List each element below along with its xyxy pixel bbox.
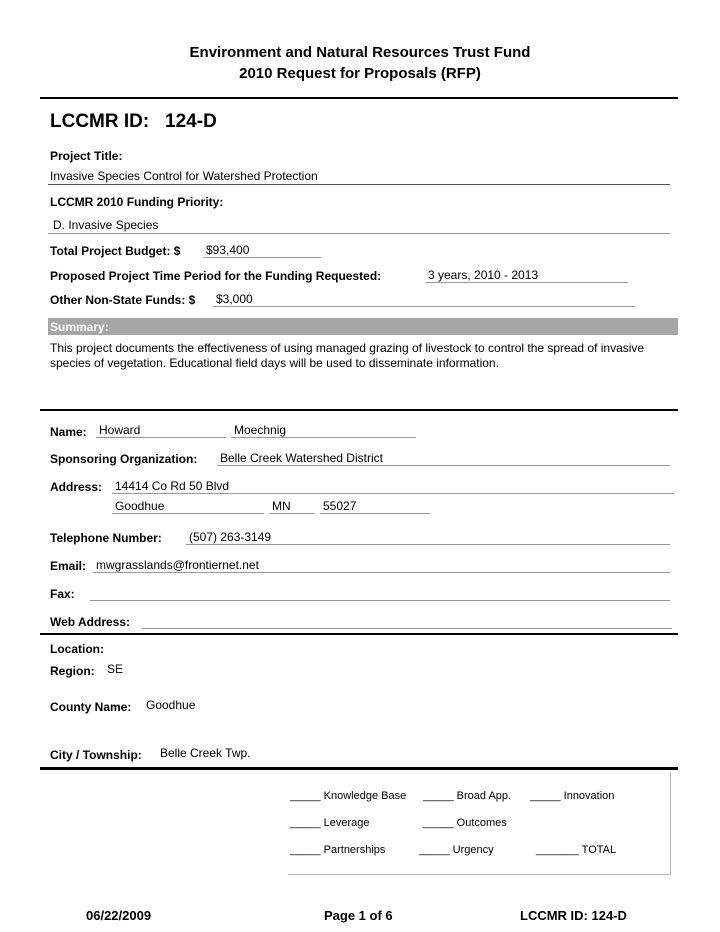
non-state-funds-field[interactable]: $3,000 <box>213 292 635 307</box>
state-field[interactable]: MN <box>269 499 315 514</box>
county-label: County Name: <box>50 700 132 714</box>
score-broad-app: _____ Broad App. <box>423 790 512 802</box>
sponsoring-org-label: Sponsoring Organization: <box>50 452 198 466</box>
score-partnerships: _____ Partnerships <box>290 844 386 856</box>
project-title-label: Project Title: <box>50 149 123 163</box>
email-field[interactable]: mwgrasslands@frontiernet.net <box>93 558 670 573</box>
email-label: Email: <box>50 559 87 573</box>
county-value[interactable]: Goodhue <box>146 698 196 712</box>
non-state-funds-label: Other Non-State Funds: $ <box>50 293 196 307</box>
sponsoring-org-field[interactable]: Belle Creek Watershed District <box>217 451 670 466</box>
funding-priority-underline <box>48 233 670 234</box>
time-period-label: Proposed Project Time Period for the Funding Requested: <box>50 269 382 283</box>
street-field[interactable]: 14414 Co Rd 50 Blvd <box>112 479 674 494</box>
telephone-label: Telephone Number: <box>50 531 162 545</box>
project-title-value[interactable]: Invasive Species Control for Watershed Protection <box>50 169 318 183</box>
summary-text[interactable]: This project documents the effectiveness of using managed grazing of livestock to control the spread of invasive species of vegetation. Educational field days will be used to disseminate information. <box>50 341 645 370</box>
telephone-field[interactable]: (507) 263-3149 <box>186 530 670 545</box>
fax-field[interactable] <box>90 586 670 601</box>
city-township-label: City / Township: <box>50 748 142 762</box>
name-label: Name: <box>50 425 87 439</box>
footer-lccmr-id: LCCMR ID: 124-D <box>520 908 627 923</box>
fax-label: Fax: <box>50 587 75 601</box>
summary-label: Summary: <box>50 320 109 334</box>
score-knowledge-base: _____ Knowledge Base <box>290 790 407 802</box>
web-address-label: Web Address: <box>50 615 131 629</box>
time-period-field[interactable]: 3 years, 2010 - 2013 <box>425 268 628 283</box>
summary-header-bar <box>48 318 678 335</box>
score-outcomes: _____ Outcomes <box>423 817 507 829</box>
score-total: _______ TOTAL <box>536 844 617 856</box>
location-label: Location: <box>50 642 104 656</box>
city-township-value[interactable]: Belle Creek Twp. <box>160 746 251 760</box>
region-value[interactable]: SE <box>107 662 124 676</box>
lccmr-id-value: 124-D <box>165 111 217 132</box>
score-leverage: _____ Leverage <box>290 817 370 829</box>
lccmr-id-label: LCCMR ID: <box>50 111 150 132</box>
funding-priority-value[interactable]: D. Invasive Species <box>53 218 159 232</box>
project-title-underline <box>48 184 670 185</box>
header-divider <box>40 97 678 99</box>
web-address-field[interactable] <box>142 614 672 629</box>
summary-divider <box>40 409 678 411</box>
score-innovation: _____ Innovation <box>530 790 615 802</box>
funding-priority-label: LCCMR 2010 Funding Priority: <box>50 195 224 209</box>
address-label: Address: <box>50 480 103 494</box>
first-name-field[interactable]: Howard <box>96 423 226 438</box>
region-label: Region: <box>50 664 95 678</box>
header-title-line2: 2010 Request for Proposals (RFP) <box>239 65 481 82</box>
header-title-line1: Environment and Natural Resources Trust Fund <box>189 44 531 61</box>
footer-page-number: Page 1 of 6 <box>324 908 393 923</box>
score-urgency: _____ Urgency <box>419 844 494 856</box>
footer-date: 06/22/2009 <box>86 908 152 923</box>
contact-divider <box>40 633 678 635</box>
budget-field[interactable]: $93,400 <box>203 243 321 258</box>
city-field[interactable]: Goodhue <box>112 499 264 514</box>
last-name-field[interactable]: Moechnig <box>231 423 416 438</box>
location-divider <box>40 767 678 770</box>
zip-field[interactable]: 55027 <box>320 499 430 514</box>
lccmr-id-heading <box>50 111 217 133</box>
budget-label: Total Project Budget: $ <box>50 244 181 258</box>
